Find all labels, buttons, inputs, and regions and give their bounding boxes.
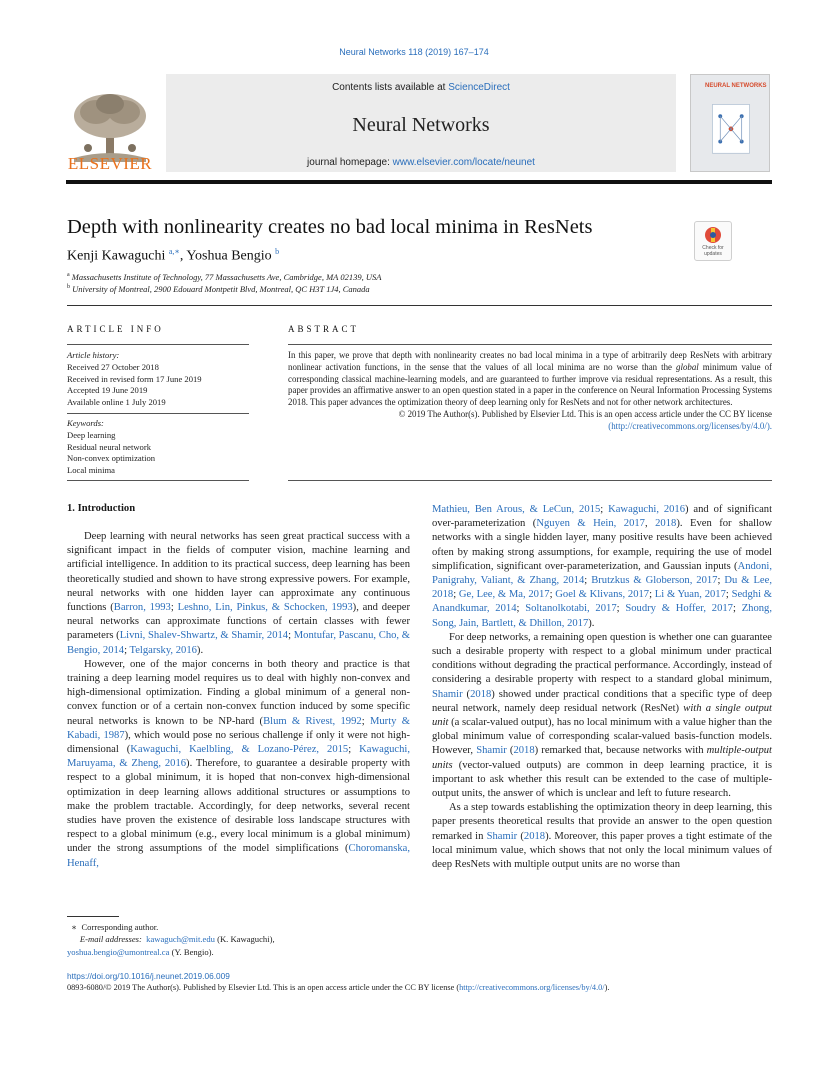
author-separator: , xyxy=(179,248,187,264)
abstract-text: In this paper, we prove that depth with nonlinearity creates no bad local minima in a type of arbitrarily deep ResNets with arbitrary nonlinear activation functions, in the sense that the values of all local minima are no worse than the global minimum value of corresponding classical machine-learning models, and are guaranteed to further improve via residual representations. As a result, this paper provides an affirmative answer to an open question stated in a paper in the conference on Neural Information Processing Systems 2018. This paper advances the optimization theory of deep learning only for ResNets and not for other network architectures. xyxy=(288,350,773,408)
citation-link[interactable]: Shamir xyxy=(432,688,463,700)
emphasis-text: multiple-output units xyxy=(432,745,772,771)
contents-line xyxy=(166,82,676,93)
title-block-rule xyxy=(67,305,772,306)
journal-reference-link[interactable]: Neural Networks 118 (2019) 167–174 xyxy=(339,47,489,57)
keywords-label: Keywords: xyxy=(67,418,104,428)
cover-title: NEURAL NETWORKS xyxy=(705,83,767,89)
keyword: Deep learning xyxy=(67,429,116,440)
paragraph: As a step towards establishing the optimization theory in deep learning, this paper presents theoretical results that provide an answer to the open question remarked in Shamir (2018). Moreover, this paper proves a tight estimate of the local minimum value, which shows that not only the local minimum values of deep ResNets with multiple output units are no worse than xyxy=(432,802,772,871)
author-affiliation-marker[interactable]: b xyxy=(275,247,280,256)
citation-link[interactable]: 2018 xyxy=(523,830,546,842)
history-item: Available online 1 July 2019 xyxy=(67,397,166,408)
history-rule xyxy=(67,413,249,414)
citation-link[interactable]: Ge, Lee, & Ma, 2017 xyxy=(458,589,550,601)
affiliation-b: $^b$ University of Montreal, 2900 Edouard Montpetit Blvd, Montreal, QC H3T 1J4, Canada xyxy=(67,284,370,294)
citation-link[interactable]: Blum & Rivest, 1992 xyxy=(263,715,362,727)
email-link[interactable]: yoshua.bengio@umontreal.ca xyxy=(67,946,170,957)
homepage-prefix: journal homepage: xyxy=(307,157,393,168)
doi-link[interactable]: https://doi.org/10.1016/j.neunet.2019.06.009 xyxy=(67,971,230,981)
citation-link[interactable]: 2018 xyxy=(513,745,535,757)
homepage-line xyxy=(166,157,676,168)
citation-link[interactable]: Kawaguchi, 2016 xyxy=(608,504,686,515)
author-name: Kenji Kawaguchi xyxy=(67,248,166,264)
citation-link[interactable]: Goel & Klivans, 2017 xyxy=(555,589,650,601)
citation-link[interactable]: Leshno, Lin, Pinkus, & Schocken, 1993 xyxy=(177,602,353,614)
author-list xyxy=(67,247,279,265)
article-info-heading: ARTICLE INFO xyxy=(67,324,164,334)
email-note-2: yoshua.bengio@umontreal.ca (Y. Bengio). xyxy=(67,946,214,957)
paragraph: For deep networks, a remaining open question is whether one can guarantee such a desirable property with respect to a global minimum under practical conditions without degrading the practical performance. Accordingly, instead of considering a desirable property with respect to a standard global minimum, Shamir (2018) showed under practical conditions that a specific type of deep neural network, namely deep residual network (ResNet) with a single output unit (a scalar-valued output), has no local minimum with a value higher than the global minimum value of corresponding scalar-valued basis-function models. However, Shamir (2018) remarked that, because networks with multiple-output units (vector-valued outputs) are common in deep learning practice, it is important to ask whether this result can be extended to the case of multiple-output units, the answer of which is unclear and left to future research. xyxy=(432,631,772,800)
abstract-copyright: © 2019 The Author(s). Published by Elsevier Ltd. This is an open access article under the CC BY license (http://creativecommons.org/licenses/by/4.0/). xyxy=(398,408,772,431)
journal-title: Neural Networks xyxy=(352,114,490,136)
section-heading: 1. Introduction xyxy=(67,503,136,514)
issn-copyright-line: 0893-6080/© 2019 The Author(s). Published by Elsevier Ltd. This is an open access article under the CC BY license (http://creativecommons.org/licenses/by/4.0/). xyxy=(67,983,610,992)
citation-link[interactable]: 2018 xyxy=(655,518,677,530)
contents-prefix: Contents lists available at xyxy=(332,82,449,93)
citation-link[interactable]: Barron, 1993 xyxy=(113,602,171,614)
footnote-rule xyxy=(67,916,119,917)
abstract-rule xyxy=(288,344,772,345)
citation-link[interactable]: Andoni, Panigrahy, Valiant, & Zhang, 2014 xyxy=(432,560,772,587)
header-rule xyxy=(66,180,772,184)
paragraph: Deep learning with neural networks has seen great practical success with a significant impact in the fields of computer vision, machine learning and artificial intelligence. In addition to its practical success, deep learning has been theoretically studied and shown to have strong expressive powers. For example, neural networks with one hidden layer can approximate any continuous functions (Barron, 1993; Leshno, Lin, Pinkus, & Schocken, 1993), and deeper neural networks can approximate functions of certain classes with fewer parameters (Livni, Shalev-Shwartz, & Shamir, 2014; Montufar, Pascanu, Cho, & Bengio, 2014; Telgarsky, 2016). xyxy=(67,531,411,656)
journal-masthead xyxy=(166,74,676,172)
citation-link[interactable]: Kawaguchi, Kaelbling, & Lozano-Pérez, 2015 xyxy=(130,744,349,756)
emphasis-text: with a single output unit xyxy=(432,702,772,729)
keyword: Local minima xyxy=(67,465,115,476)
citation-link[interactable]: Zhong, Song, Jain, Bartlett, & Dhillon, 2017 xyxy=(432,603,772,629)
sciencedirect-link[interactable]: ScienceDirect xyxy=(448,82,510,93)
corresponding-author-note: ∗ Corresponding author. xyxy=(71,922,159,932)
abstract-heading: ABSTRACT xyxy=(288,324,360,334)
citation-link[interactable]: Montufar, Pascanu, Cho, & Bengio, 2014 xyxy=(67,630,411,656)
citation-link[interactable]: Sedghi & Anandkumar, 2014 xyxy=(432,589,772,615)
cover-network-graphic xyxy=(691,75,769,171)
citation-link[interactable]: Soudry & Hoffer, 2017 xyxy=(625,603,733,615)
citation-link[interactable]: Murty & Kabadi, 1987 xyxy=(67,715,411,741)
abstract-body xyxy=(288,350,772,433)
email-note: E-mail addresses: kawaguch@mit.edu (K. Kawaguchi), xyxy=(79,934,275,945)
citation-link[interactable]: Kawaguchi, Maruyama, & Zheng, 2016 xyxy=(67,744,410,770)
history-item: Received in revised form 17 June 2019 xyxy=(67,373,202,384)
article-info-rule xyxy=(67,344,249,345)
citation-link[interactable]: 2018 xyxy=(470,688,492,700)
abstract-bottom-rule xyxy=(288,480,772,481)
check-for-updates-badge[interactable] xyxy=(694,221,732,261)
keywords-rule xyxy=(67,480,249,481)
history-item: Accepted 19 June 2019 xyxy=(67,385,148,396)
footnotes xyxy=(67,921,410,958)
body-column-left xyxy=(67,530,410,871)
citation-link[interactable]: Shamir xyxy=(476,745,507,757)
history-item: Received 27 October 2018 xyxy=(67,361,159,372)
body-column-right xyxy=(432,503,772,872)
journal-cover-thumbnail[interactable] xyxy=(690,74,770,172)
check-updates-icon xyxy=(695,223,731,247)
citation-link[interactable]: Brutzkus & Globerson, 2017 xyxy=(591,575,718,587)
badge-label: Check for updates xyxy=(702,245,724,257)
citation-link[interactable]: Shamir xyxy=(486,830,518,842)
paragraph: Mathieu, Ben Arous, & LeCun, 2015; Kawaguchi, 2016) and of significant over-parameterization (Nguyen & Hein, 2017, 2018). Even for shallow networks with a single hidden layer, many positive results have been achieved often by making strong assumptions, for example, requiring the use of model simplification, significant over-parameterization, and Gaussian inputs (Andoni, Panigrahy, Valiant, & Zhang, 2014; Brutzkus & Globerson, 2017; Du & Lee, 2018; Ge, Lee, & Ma, 2017; Goel & Klivans, 2017; Li & Yuan, 2017; Sedghi & Anandkumar, 2014; Soltanolkotabi, 2017; Soudry & Hoffer, 2017; Zhong, Song, Jain, Bartlett, & Dhillon, 2017). xyxy=(432,504,773,629)
license-link[interactable]: (http://creativecommons.org/licenses/by/4.0/). xyxy=(608,420,772,431)
keywords xyxy=(67,418,155,477)
citation-link[interactable]: Telgarsky, 2016 xyxy=(129,644,197,656)
citation-link[interactable]: Li & Yuan, 2017 xyxy=(654,589,726,601)
keyword: Non-convex optimization xyxy=(67,453,156,464)
article-history xyxy=(67,350,202,409)
citation-link[interactable]: Choromanska, Henaff, xyxy=(67,843,410,869)
citation-link[interactable]: Nguyen & Hein, 2017 xyxy=(536,518,645,530)
citation-link[interactable]: Livni, Shalev-Shwartz, & Shamir, 2014 xyxy=(119,630,289,642)
email-link[interactable]: kawaguch@mit.edu xyxy=(146,934,215,945)
author-name: Yoshua Bengio xyxy=(186,248,272,264)
paper-title: Depth with nonlinearity creates no bad local minima in ResNets xyxy=(67,216,593,238)
citation-link[interactable]: Mathieu, Ben Arous, & LeCun, 2015 xyxy=(432,504,601,515)
history-label: Article history: xyxy=(67,350,120,360)
paragraph: However, one of the major concerns in both theory and practice is that training a deep learning model requires us to deal with highly non-convex and high-dimensional optimization. Finding a global minimum of a general non-convex function or of a certain non-convex function induced by some specific neural networks is known to be NP-hard (Blum & Rivest, 1992; Murty & Kabadi, 1987), which would pose no serious challenge if only it were not high-dimensional (Kawaguchi, Kaelbling, & Lozano-Pérez, 2015; Kawaguchi, Maruyama, & Zheng, 2016). Therefore, to guarantee a desirable property with respect to a global minimum, it is hoped that non-convex high-dimensional optimization in deep learning allows additional structures or assumptions to make the problem tractable. Accordingly, for deep networks, several recent studies have proven the existence of desirable loss landscape structures with respect to a global minimum (e.g., every local minimum is a global minimum) under the strong assumptions of the model simplifications (Choromanska, Henaff, xyxy=(67,658,411,869)
keyword: Residual neural network xyxy=(67,441,152,452)
journal-homepage-link[interactable]: www.elsevier.com/locate/neunet xyxy=(392,157,535,168)
affiliation-a: $^a$ Massachusetts Institute of Technology, 77 Massachusetts Ave, Cambridge, MA 02139, USA xyxy=(67,272,382,282)
elsevier-wordmark: ELSEVIER xyxy=(67,154,153,173)
author-affiliation-marker[interactable]: a,∗ xyxy=(168,247,180,256)
citation-link[interactable]: Soltanolkotabi, 2017 xyxy=(525,603,617,615)
footer-license-link[interactable]: http://creativecommons.org/licenses/by/4.0/ xyxy=(459,983,605,992)
citation-link[interactable]: Du & Lee, 2018 xyxy=(432,575,772,601)
